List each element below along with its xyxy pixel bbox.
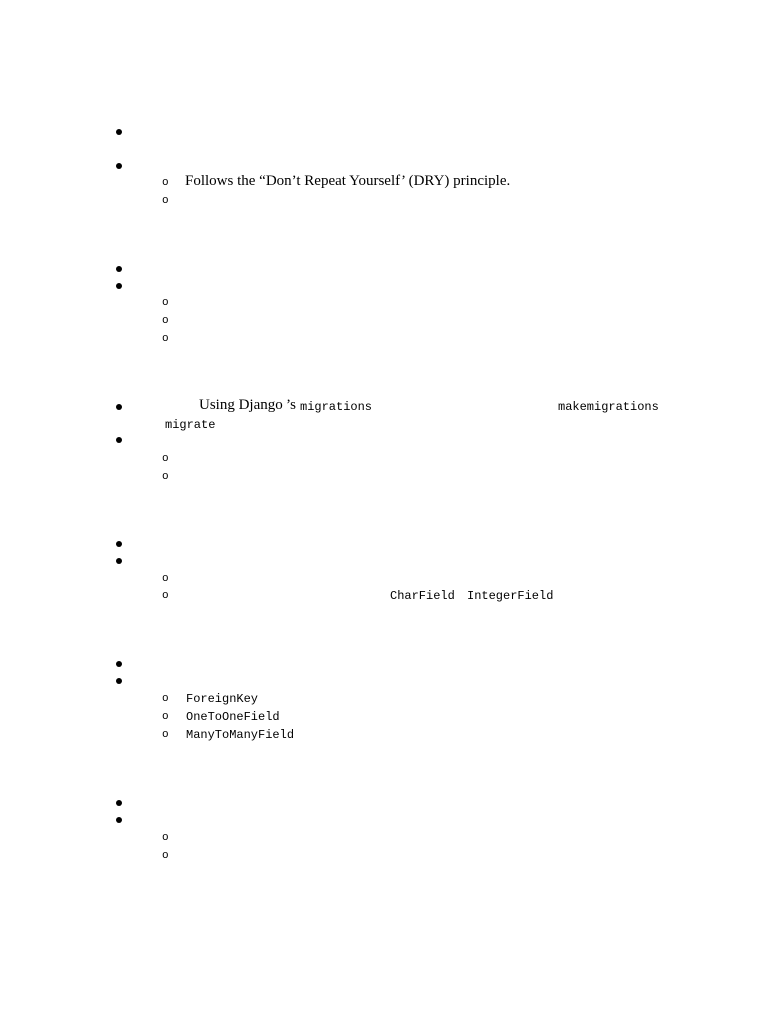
bullet-marker (116, 661, 122, 667)
bullet-marker (116, 800, 122, 806)
sub-bullet-marker: o (162, 693, 169, 705)
sub-bullet-marker: o (162, 832, 169, 844)
sub-bullet-marker: o (162, 850, 169, 862)
bullet-marker (116, 266, 122, 272)
sub-bullet-marker: o (162, 177, 169, 189)
bullet-marker (116, 163, 122, 169)
sub-bullet-marker: o (162, 573, 169, 585)
code-foreignkey: ForeignKey (186, 692, 259, 706)
bullet-marker (116, 283, 122, 289)
list-item-text: Using Django (199, 397, 283, 413)
bullet-marker (116, 817, 122, 823)
code-integerfield: IntegerField (467, 589, 554, 603)
list-item-text: Follows the “Don’t Repeat Yourself’ (DRY) principle. (185, 173, 511, 189)
sub-bullet-marker: o (162, 333, 169, 345)
code-onetoonefield: OneToOneField (186, 710, 280, 724)
list-item-text-suffix: ’s (286, 397, 297, 413)
code-migrate: migrate (165, 418, 216, 432)
sub-bullet-marker: o (162, 590, 169, 602)
bullet-marker (116, 678, 122, 684)
bullet-marker (116, 129, 122, 135)
code-manytomanyfield: ManyToManyField (186, 728, 295, 742)
bullet-marker (116, 541, 122, 547)
sub-bullet-marker: o (162, 729, 169, 741)
bullet-marker (116, 558, 122, 564)
sub-bullet-marker: o (162, 471, 169, 483)
code-migrations: migrations (300, 400, 373, 414)
bullet-marker (116, 437, 122, 443)
sub-bullet-marker: o (162, 315, 169, 327)
code-charfield: CharField (390, 589, 455, 603)
code-makemigrations: makemigrations (558, 400, 659, 414)
sub-bullet-marker: o (162, 297, 169, 309)
sub-bullet-marker: o (162, 453, 169, 465)
sub-bullet-marker: o (162, 195, 169, 207)
bullet-marker (116, 404, 122, 410)
sub-bullet-marker: o (162, 711, 169, 723)
